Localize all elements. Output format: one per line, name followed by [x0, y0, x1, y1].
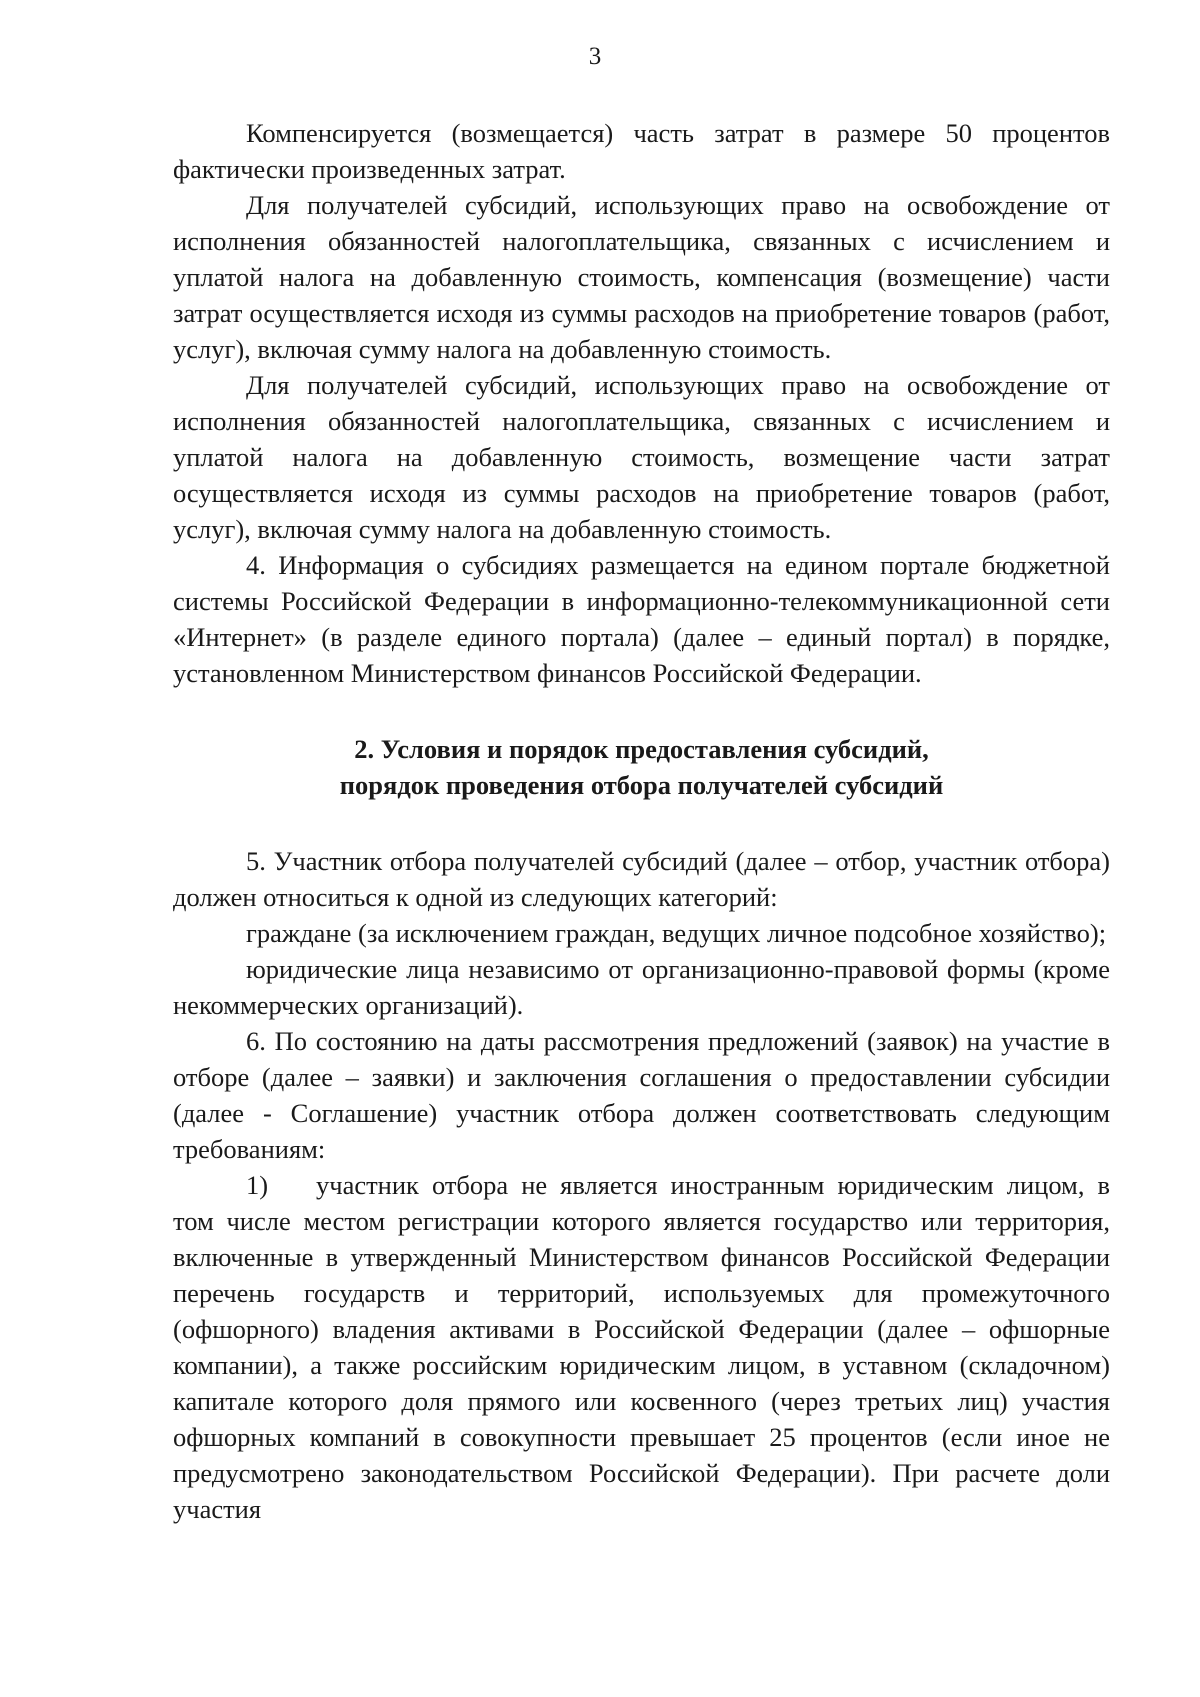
- paragraph-item-4-portal: 4. Информация о субсидиях размещается на едином портале бюджетной системы Российской Федерации в информационно-телекоммуникационной сети «Интернет» (в разделе единого портала) (далее – единый портал) в порядке, установленном Министерством финансов Российской Федерации.: [173, 550, 1110, 688]
- document-body: [173, 115, 1110, 1527]
- list-item-1-number: 1): [246, 1170, 269, 1200]
- list-item-1-text: участник отбора не является иностранным юридическим лицом, в том числе местом регистрации которого является государство или территория, включенные в утвержденный Министерством финансов Российской Федерации перечень государств и территорий, используемых для промежуточного (офшорного) владения активами в Российской Федерации (далее – офшорные компании), а также российским юридическим лицом, в уставном (складочном) капитале которого доля прямого или косвенного (через третьих лиц) участия офшорных компаний в совокупности превышает 25 процентов (если иное не предусмотрено законодательством Российской Федерации). При расчете доли участия: [173, 1170, 1110, 1524]
- paragraph-category-legal-entities: юридические лица независимо от организационно-правовой формы (кроме некоммерческих организаций).: [173, 954, 1110, 1020]
- paragraph-vat-exempt-reimbursement: Для получателей субсидий, использующих право на освобождение от исполнения обязанностей налогоплательщика, связанных с исчислением и уплатой налога на добавленную стоимость, возмещение части затрат осуществляется исходя из суммы расходов на приобретение товаров (работ, услуг), включая сумму налога на добавленную стоимость.: [173, 370, 1110, 544]
- page-number: 3: [588, 43, 602, 70]
- paragraph-compensation: Компенсируется (возмещается) часть затрат в размере 50 процентов фактически произведенных затрат.: [173, 118, 1110, 184]
- paragraph-category-citizens: граждане (за исключением граждан, ведущих личное подсобное хозяйство);: [246, 918, 1107, 948]
- section-heading-line-1: 2. Условия и порядок предоставления субсидий,: [354, 734, 929, 764]
- paragraph-vat-exempt-compensation: Для получателей субсидий, использующих право на освобождение от исполнения обязанностей налогоплательщика, связанных с исчислением и уплатой налога на добавленную стоимость, компенсация (возмещение) части затрат осуществляется исходя из суммы расходов на приобретение товаров (работ, услуг), включая сумму налога на добавленную стоимость.: [173, 190, 1110, 364]
- section-heading: [173, 731, 1110, 803]
- section-heading-line-2: порядок проведения отбора получателей субсидий: [339, 770, 944, 800]
- paragraph-item-6-requirements: 6. По состоянию на даты рассмотрения предложений (заявок) на участие в отборе (далее – заявки) и заключения соглашения о предоставлении субсидии (далее - Соглашение) участник отбора должен соответствовать следующим требованиям:: [173, 1026, 1110, 1164]
- paragraph-item-5-categories: 5. Участник отбора получателей субсидий (далее – отбор, участник отбора) должен относиться к одной из следующих категорий:: [173, 846, 1110, 912]
- list-item-1: [173, 1167, 1110, 1527]
